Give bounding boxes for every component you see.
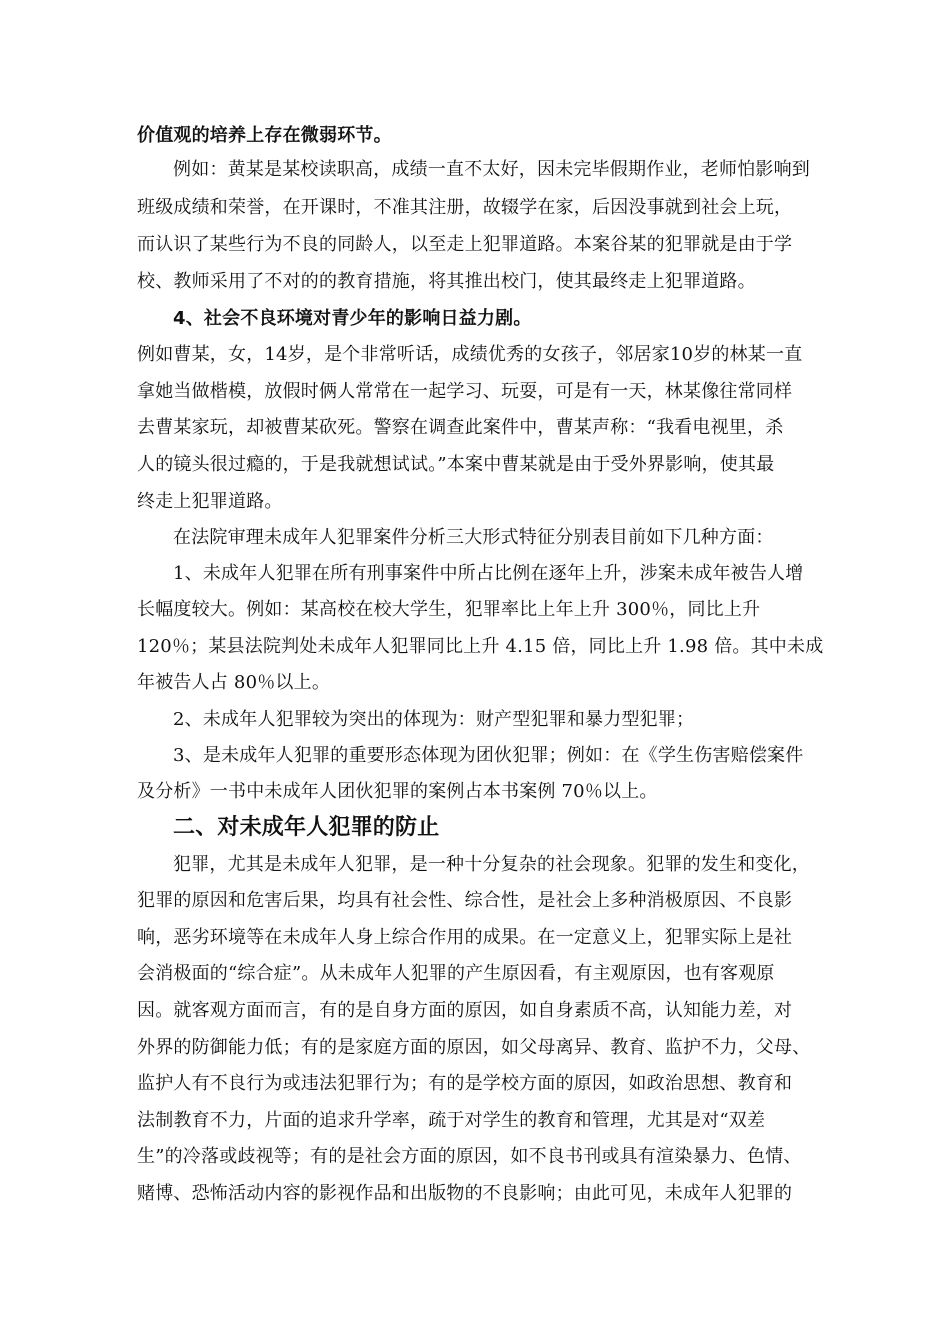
text-line: 班级成绩和荣誉，在开课时，不准其注册，故辍学在家，后因没事就到社会上玩， — [137, 197, 793, 218]
text-line: 会消极面的“综合症”。从未成年人犯罪的产生原因看，有主观原因，也有客观原 — [137, 963, 775, 984]
chapter-heading: 二、对未成年人犯罪的防止 — [173, 815, 440, 840]
text-line: 长幅度较大。例如：某高校在校大学生，犯罪率比上年上升 300％，同比上升 — [137, 599, 761, 620]
text-line: 2、未成年人犯罪较为突出的体现为：财产型犯罪和暴力型犯罪； — [173, 709, 695, 730]
text-line: 而认识了某些行为不良的同龄人，以至走上犯罪道路。本案谷某的犯罪就是由于学 — [137, 234, 793, 255]
section-heading: 4、社会不良环境对青少年的影响日益力剧。 — [173, 308, 532, 329]
text-line: 终走上犯罪道路。 — [137, 491, 283, 512]
text-line: 人的镜头很过瘾的，于是我就想试试。”本案中曹某就是由于受外界影响，使其最 — [137, 454, 775, 475]
text-line: 去曹某家玩，却被曹某砍死。警察在调查此案件中，曹某声称：“我看电视里，杀 — [137, 417, 784, 438]
text-line: 3、是未成年人犯罪的重要形态体现为团伙犯罪；例如：在《学生伤害赔偿案件 — [173, 745, 804, 766]
text-line: 拿她当做楷模，放假时俩人常常在一起学习、玩耍，可是有一天，林某像往常同样 — [137, 381, 793, 402]
text-line: 120％；某县法院判处未成年人犯罪同比上升 4.15 倍，同比上升 1.98 倍。其中未成 — [137, 636, 824, 657]
text-line: 犯罪的原因和危害后果，均具有社会性、综合性，是社会上多种消极原因、不良影 — [137, 890, 793, 911]
text-line: 例如：黄某是某校读职高，成绩一直不太好，因未完毕假期作业，老师怕影响到 — [173, 159, 810, 180]
text-line: 因。就客观方面而言，有的是自身方面的原因，如自身素质不高，认知能力差，对 — [137, 1000, 793, 1021]
text-line: 价值观的培养上存在微弱环节。 — [137, 125, 392, 146]
text-line: 1、未成年人犯罪在所有刑事案件中所占比例在逐年上升，涉案未成年被告人增 — [173, 563, 804, 584]
text-line: 法制教育不力，片面的追求升学率，疏于对学生的教育和管理，尤其是对“双差 — [137, 1110, 766, 1131]
text-line: 外界的防御能力低；有的是家庭方面的原因，如父母离异、教育、监护不力，父母、 — [137, 1037, 811, 1058]
text-line: 响，恶劣环境等在未成年人身上综合作用的成果。在一定意义上，犯罪实际上是社 — [137, 927, 793, 948]
text-line: 例如曹某，女，14岁，是个非常听话，成绩优秀的女孩子，邻居家10岁的林某一直 — [137, 344, 803, 365]
text-line: 校、教师采用了不对的的教育措施，将其推出校门，使其最终走上犯罪道路。 — [137, 271, 756, 292]
text-line: 生”的冷落或歧视等；有的是社会方面的原因，如不良书刊或具有渲染暴力、色情、 — [137, 1146, 802, 1167]
text-line: 及分析》一书中未成年人团伙犯罪的案例占本书案例 70％以上。 — [137, 781, 658, 802]
text-line: 年被告人占 80％以上。 — [137, 672, 331, 693]
text-line: 在法院审理未成年人犯罪案件分析三大形式特征分别表目前如下几种方面： — [173, 527, 774, 548]
text-line: 监护人有不良行为或违法犯罪行为；有的是学校方面的原因，如政治思想、教育和 — [137, 1073, 793, 1094]
text-line: 犯罪，尤其是未成年人犯罪，是一种十分复杂的社会现象。犯罪的发生和变化， — [173, 854, 810, 875]
text-line: 赌博、恐怖活动内容的影视作品和出版物的不良影响；由此可见，未成年人犯罪的 — [137, 1183, 793, 1204]
